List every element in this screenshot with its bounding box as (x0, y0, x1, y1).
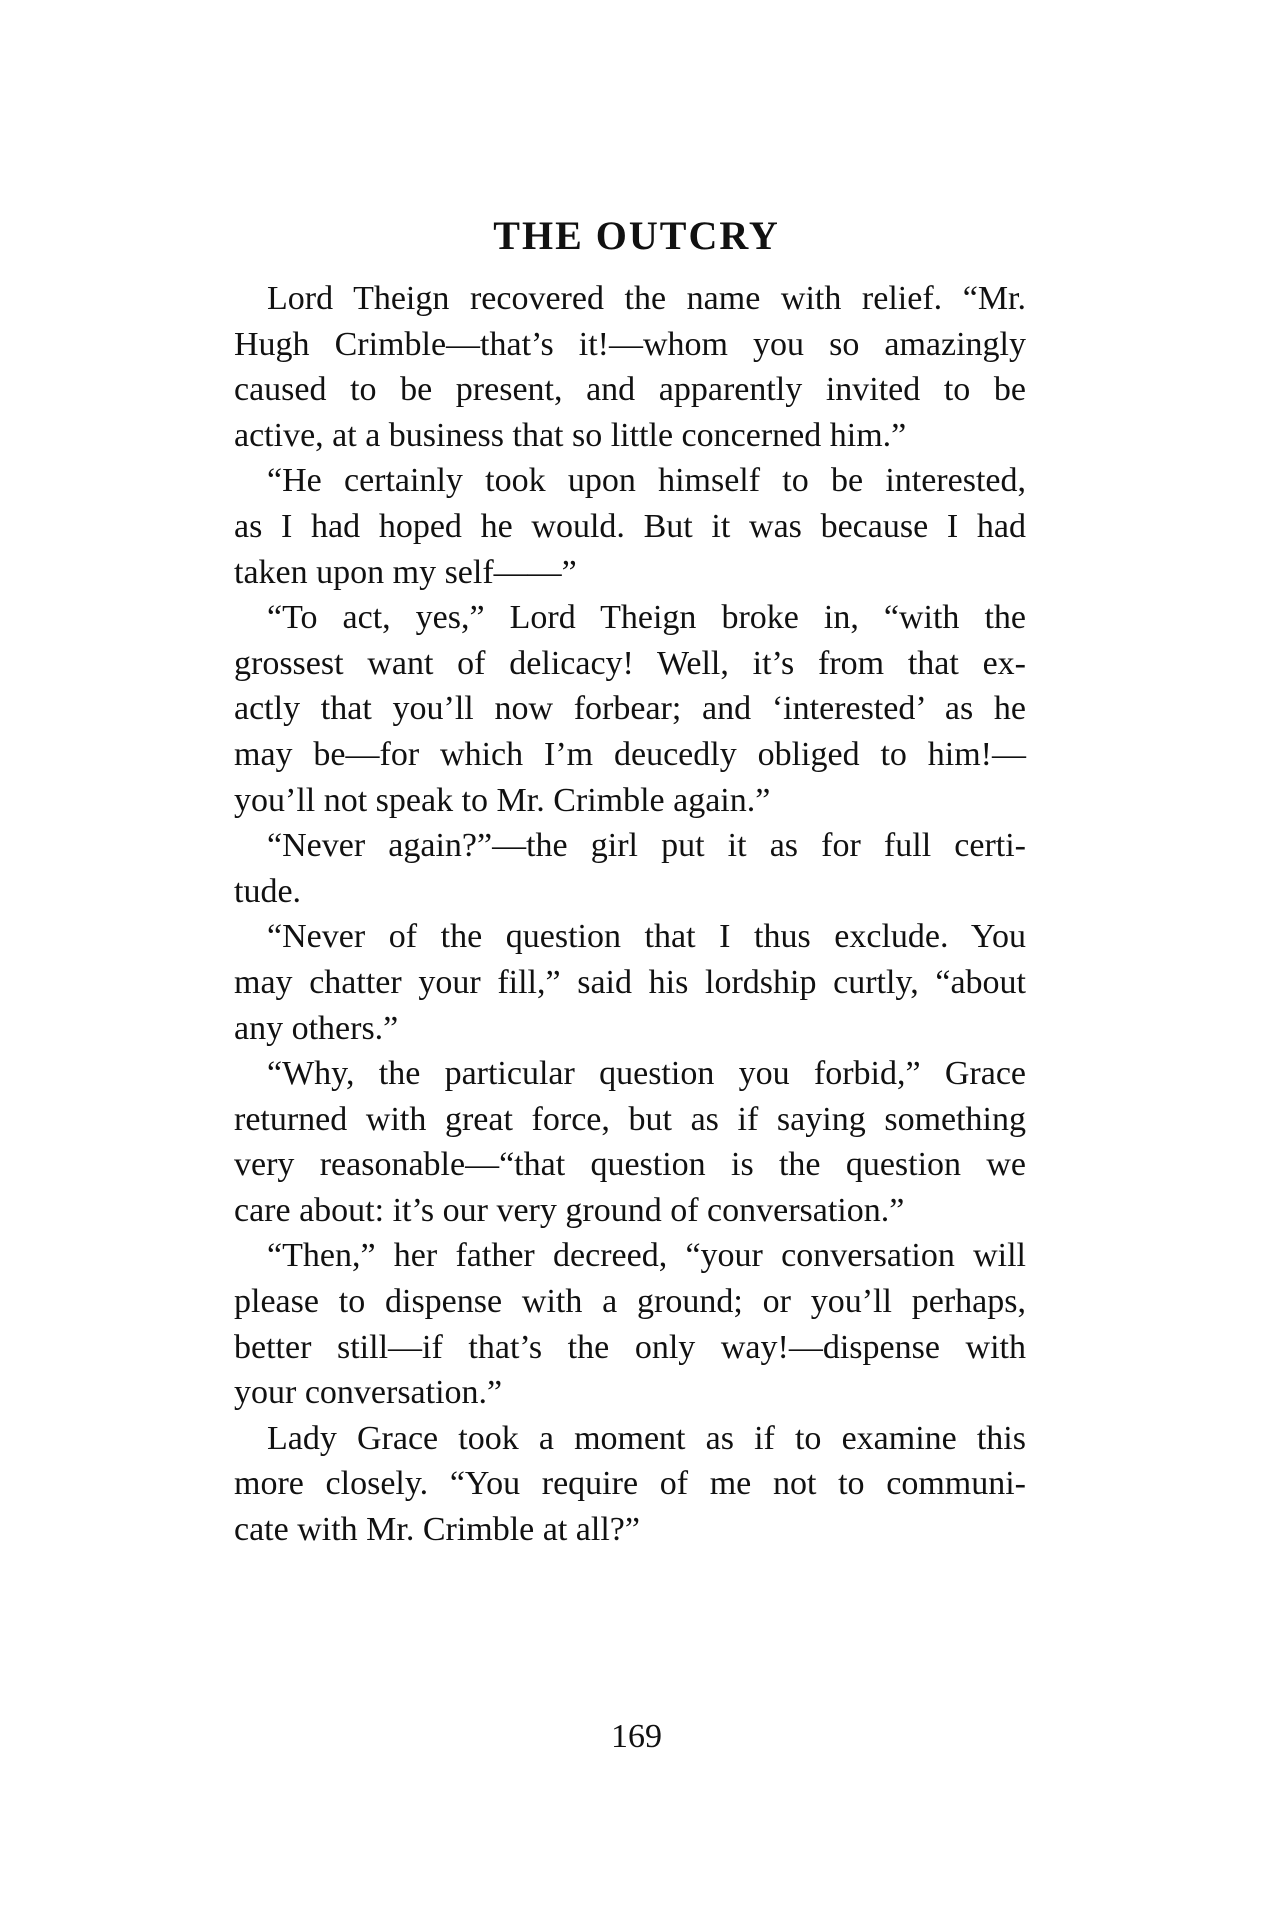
text-line: care about: it’s our very ground of conversation.” (234, 1191, 905, 1229)
text-line: “He certainly took upon himself to be interested, (267, 462, 1026, 500)
text-line: cate with Mr. Crimble at all?” (234, 1511, 640, 1549)
text-line: very reasonable—“that question is the question we (234, 1146, 1026, 1184)
text-line: Lady Grace took a moment as if to examine this (267, 1419, 1026, 1457)
text-line: tude. (234, 872, 302, 910)
text-line: “To act, yes,” Lord Theign broke in, “with the (267, 599, 1026, 637)
text-line: caused to be present, and apparently invited to be (234, 371, 1026, 409)
text-line: “Why, the particular question you forbid,” Grace (267, 1055, 1026, 1093)
text-line: actly that you’ll now forbear; and ‘interested’ as he (234, 690, 1026, 728)
text-line: please to dispense with a ground; or you’ll perhaps, (234, 1283, 1026, 1321)
text-line: better still—if that’s the only way!—dispense with (234, 1328, 1026, 1366)
text-line: as I had hoped he would. But it was because I had (234, 507, 1026, 545)
text-line: may be—for which I’m deucedly obliged to him!— (234, 735, 1026, 773)
text-line: any others.” (234, 1009, 399, 1047)
text-line: your conversation.” (234, 1374, 503, 1412)
text-line: “Never of the question that I thus exclude. You (267, 918, 1026, 956)
text-line: active, at a business that so little concerned him.” (234, 416, 907, 454)
text-line: grossest want of delicacy! Well, it’s from that ex- (234, 644, 1026, 682)
text-line: “Never again?”—the girl put it as for full certi- (267, 827, 1026, 865)
text-line: Lord Theign recovered the name with relief. “Mr. (267, 280, 1026, 317)
text-line: may chatter your fill,” said his lordship curtly, “about (234, 963, 1026, 1001)
page-number: 169 (611, 1718, 662, 1755)
text-line: returned with great force, but as if saying something (234, 1100, 1026, 1138)
text-line: Hugh Crimble—that’s it!—whom you so amazingly (234, 325, 1026, 363)
text-line: taken upon my self——” (234, 553, 577, 591)
running-head: THE OUTCRY (493, 213, 780, 258)
text-line: more closely. “You require of me not to communi- (234, 1465, 1026, 1503)
text-line: “Then,” her father decreed, “your conversation will (267, 1237, 1026, 1275)
body-text (234, 276, 1026, 1553)
text-line: you’ll not speak to Mr. Crimble again.” (234, 781, 771, 819)
